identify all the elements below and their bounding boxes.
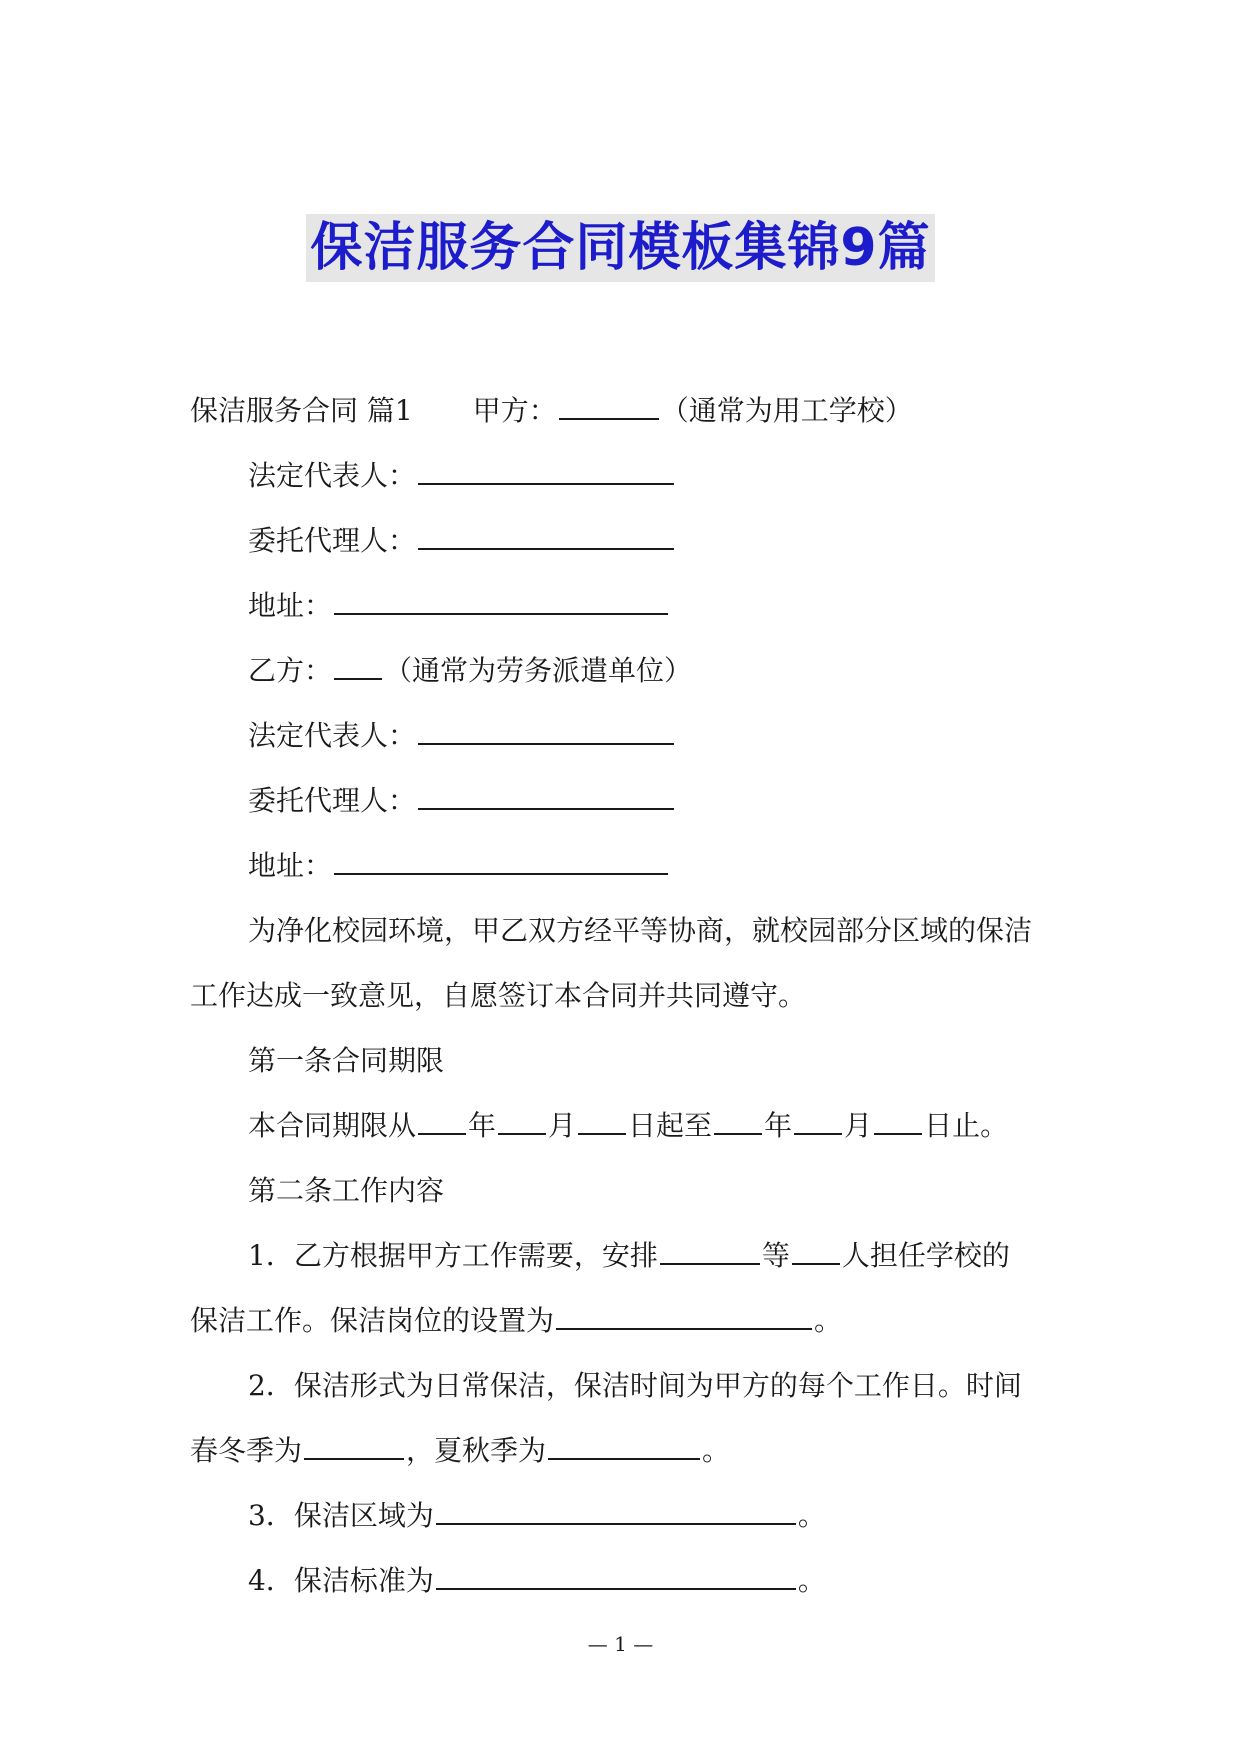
clause-1-line-2 <box>190 1288 1060 1353</box>
clause-text: 。 <box>797 1564 826 1597</box>
blank-field <box>304 1436 404 1460</box>
field-label: 法定代表人： <box>248 459 417 492</box>
party-b-representative-line <box>190 703 1060 768</box>
blank-field <box>418 1111 466 1135</box>
clause-text: 1．乙方根据甲方工作需要，安排 <box>248 1239 658 1272</box>
field-label: 委托代理人： <box>248 524 417 557</box>
blank-field <box>548 1436 700 1460</box>
blank-field <box>578 1111 626 1135</box>
blank-field <box>794 1111 842 1135</box>
party-a-line <box>190 378 1060 443</box>
blank-field <box>418 786 674 810</box>
clause-text: 保洁工作。保洁岗位的设置为 <box>190 1304 555 1337</box>
term-text: 年 <box>468 1109 497 1142</box>
clause-3-line <box>190 1483 1060 1548</box>
blank-field <box>660 1241 760 1265</box>
party-b-address-line <box>190 833 1060 898</box>
field-label: 法定代表人： <box>248 719 417 752</box>
party-b-note: （通常为劳务派遣单位） <box>384 654 693 687</box>
party-b-label: 乙方： <box>248 654 333 687</box>
clause-text: ，夏秋季为 <box>406 1434 547 1467</box>
blank-field <box>418 461 674 485</box>
blank-field <box>874 1111 922 1135</box>
blank-field <box>418 526 674 550</box>
article-1-heading: 第一条合同期限 <box>248 1044 445 1077</box>
clause-4-line <box>190 1548 1060 1613</box>
blank-field <box>556 1306 812 1330</box>
field-label: 地址： <box>248 849 333 882</box>
field-label: 委托代理人： <box>248 784 417 817</box>
blank-field <box>418 721 674 745</box>
clause-text: 人担任学校的 <box>841 1239 1010 1272</box>
clause-text: 4．保洁标准为 <box>248 1564 434 1597</box>
clause-text: 。 <box>702 1434 731 1467</box>
document-body <box>190 378 1060 1613</box>
field-label: 地址： <box>248 589 333 622</box>
party-a-representative-line <box>190 443 1060 508</box>
party-b-line <box>190 638 1060 703</box>
contract-term-line <box>190 1093 1060 1158</box>
term-text: 年 <box>764 1109 793 1142</box>
blank-field <box>792 1241 840 1265</box>
blank-field <box>334 591 668 615</box>
article-2-heading: 第二条工作内容 <box>248 1174 445 1207</box>
party-b-agent-line <box>190 768 1060 833</box>
blank-field <box>334 656 382 680</box>
clause-2-line-1: 2．保洁形式为日常保洁，保洁时间为甲方的每个工作日。时间 <box>248 1369 1022 1402</box>
term-text: 日起至 <box>628 1109 713 1142</box>
clause-text: 春冬季为 <box>190 1434 303 1467</box>
clause-text: 等 <box>761 1239 790 1272</box>
term-text: 月 <box>844 1109 873 1142</box>
blank-field <box>714 1111 762 1135</box>
clause-text: 。 <box>797 1499 826 1532</box>
blank-field <box>334 851 668 875</box>
party-a-note: （通常为用工学校） <box>660 394 913 427</box>
blank-field <box>436 1566 796 1590</box>
party-a-address-line <box>190 573 1060 638</box>
title-container <box>0 214 1241 282</box>
page-number: — 1 — <box>587 1632 654 1656</box>
document-title: 保洁服务合同模板集锦9篇 <box>306 214 934 282</box>
clause-1-line-1 <box>190 1223 1060 1288</box>
clause-2-line-2 <box>190 1418 1060 1483</box>
preamble-line-1: 为净化校园环境，甲乙双方经平等协商，就校园部分区域的保洁 <box>248 914 1033 947</box>
party-a-agent-line <box>190 508 1060 573</box>
term-text: 本合同期限从 <box>248 1109 417 1142</box>
blank-field <box>436 1501 796 1525</box>
clause-text: 。 <box>814 1304 843 1337</box>
party-a-label: 甲方： <box>472 394 557 427</box>
blank-field <box>498 1111 546 1135</box>
term-text: 月 <box>548 1109 577 1142</box>
term-text: 日止。 <box>924 1109 1009 1142</box>
blank-field <box>559 396 659 420</box>
clause-text: 3．保洁区域为 <box>248 1499 434 1532</box>
preamble-line-2: 工作达成一致意见，自愿签订本合同并共同遵守。 <box>190 979 807 1012</box>
contract-heading: 保洁服务合同 篇1 <box>190 394 413 427</box>
